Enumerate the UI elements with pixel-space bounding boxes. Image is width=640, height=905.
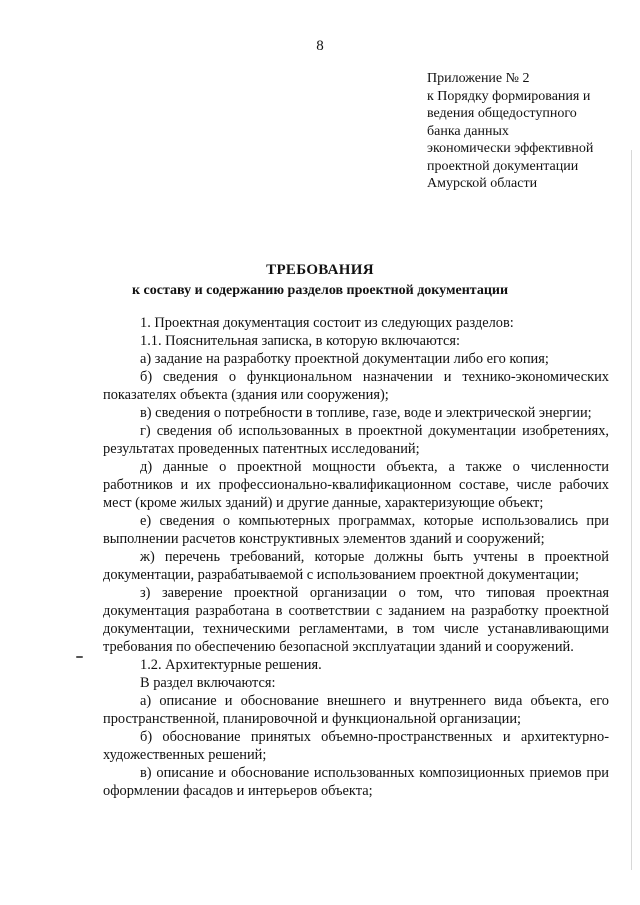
- paragraph: б) сведения о функциональном назначении и технико-экономических показателях объекта (здания или сооружения);: [103, 369, 609, 403]
- page-number: 8: [316, 38, 324, 54]
- paragraph: в) описание и обоснование использованных композиционных приемов при оформлении фасадов и интерьеров объекта;: [103, 765, 609, 799]
- paragraph: 1.2. Архитектурные решения.: [140, 657, 322, 673]
- paragraph: 1.1. Пояснительная записка, в которую включаются:: [140, 333, 460, 349]
- scan-edge-line: [631, 150, 632, 870]
- document-subtitle: к составу и содержанию разделов проектной документации: [131, 283, 509, 298]
- appendix-header: [427, 70, 627, 193]
- appendix-line: к Порядку формирования и: [427, 88, 591, 104]
- appendix-line: Амурской области: [427, 176, 538, 191]
- paragraph: 1. Проектная документация состоит из следующих разделов:: [140, 315, 514, 331]
- paragraph: з) заверение проектной организации о том, что типовая проектная документация разработана в соответствии с заданием на разработку проектной документации, техническими регламентами, в том числе устанавливающими требования по обеспечению безопасной эксплуатации зданий и сооружений.: [103, 585, 609, 655]
- paragraph: а) задание на разработку проектной документации либо его копия;: [140, 351, 549, 367]
- paragraph: б) обоснование принятых объемно-пространственных и архитектурно-художественных решений;: [103, 729, 609, 763]
- paragraph: В раздел включаются:: [140, 675, 276, 691]
- paragraph: а) описание и обоснование внешнего и внутреннего вида объекта, его пространственной, планировочной и функциональной организации;: [103, 693, 609, 727]
- appendix-line: Приложение № 2: [427, 71, 530, 86]
- paragraph: в) сведения о потребности в топливе, газе, воде и электрической энергии;: [140, 405, 592, 421]
- paragraph: е) сведения о компьютерных программах, которые использовались при выполнении расчетов конструктивных элементов зданий и сооружений;: [103, 513, 609, 547]
- appendix-line: экономически эффективной: [427, 141, 594, 156]
- body-text: [103, 314, 609, 800]
- appendix-line: ведения общедоступного: [427, 106, 577, 121]
- paragraph: г) сведения об использованных в проектной документации изобретениях, результатах проведенных патентных исследований;: [103, 423, 609, 457]
- paragraph: д) данные о проектной мощности объекта, а также о численности работников и их профессионально-квалификационном составе, числе рабочих мест (кроме жилых зданий) и другие данные, характеризующие объект;: [103, 459, 609, 511]
- paragraph: ж) перечень требований, которые должны быть учтены в проектной документации, разрабатываемой с использованием проектной документации;: [103, 549, 609, 583]
- appendix-line: банка данных: [427, 123, 509, 139]
- appendix-line: проектной документации: [427, 158, 579, 174]
- margin-mark: [76, 656, 83, 658]
- document-title: ТРЕБОВАНИЯ: [266, 262, 374, 278]
